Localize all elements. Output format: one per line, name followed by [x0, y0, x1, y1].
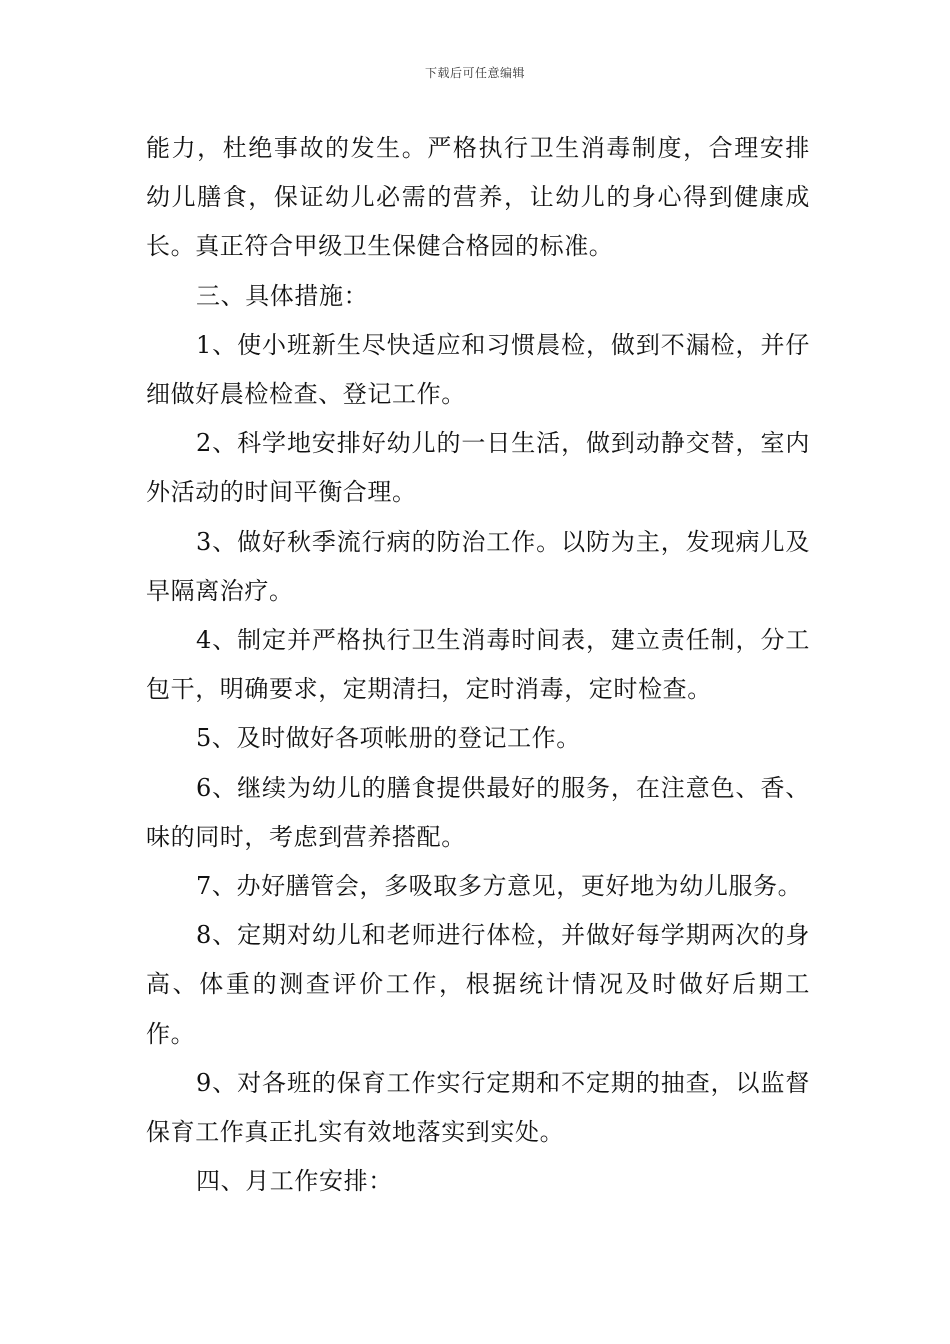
- list-item-3: 3、做好秋季流行病的防治工作。以防为主，发现病儿及早隔离治疗。: [146, 527, 810, 605]
- list-item-8: 8、定期对幼儿和老师进行体检，并做好每学期两次的身高、体重的测查评价工作，根据统计情况及时做好后期工作。: [146, 921, 810, 1048]
- list-item-7: 7、办好膳管会，多吸取多方意见，更好地为幼儿服务。: [196, 872, 803, 901]
- list-item-2: 2、科学地安排好幼儿的一日生活，做到动静交替，室内外活动的时间平衡合理。: [146, 429, 810, 507]
- list-item-6: 6、继续为幼儿的膳食提供最好的服务，在注意色、香、味的同时，考虑到营养搭配。: [146, 773, 810, 851]
- list-item-9: 9、对各班的保育工作实行定期和不定期的抽查，以监督保育工作真正扎实有效地落实到实处。: [146, 1068, 810, 1147]
- list-item-1: 1、使小班新生尽快适应和习惯晨检，做到不漏检，并仔细做好晨检检查、登记工作。: [146, 330, 810, 409]
- list-item-5: 5、及时做好各项帐册的登记工作。: [196, 724, 581, 753]
- list-item-4: 4、制定并严格执行卫生消毒时间表，建立责任制，分工包干，明确要求，定期清扫，定时消毒，定时检查。: [146, 626, 810, 704]
- section-heading-measures: 三、具体措施：: [196, 281, 369, 310]
- page-header: 下载后可任意编辑: [424, 66, 525, 80]
- paragraph-continuation: 能力，杜绝事故的发生。严格执行卫生消毒制度，合理安排幼儿膳食，保证幼儿必需的营养，让幼儿的身心得到健康成长。真正符合甲级卫生保健合格园的标准。: [146, 134, 810, 261]
- section-heading-monthly-plan: 四、月工作安排：: [196, 1167, 393, 1196]
- document-body: [146, 124, 810, 1206]
